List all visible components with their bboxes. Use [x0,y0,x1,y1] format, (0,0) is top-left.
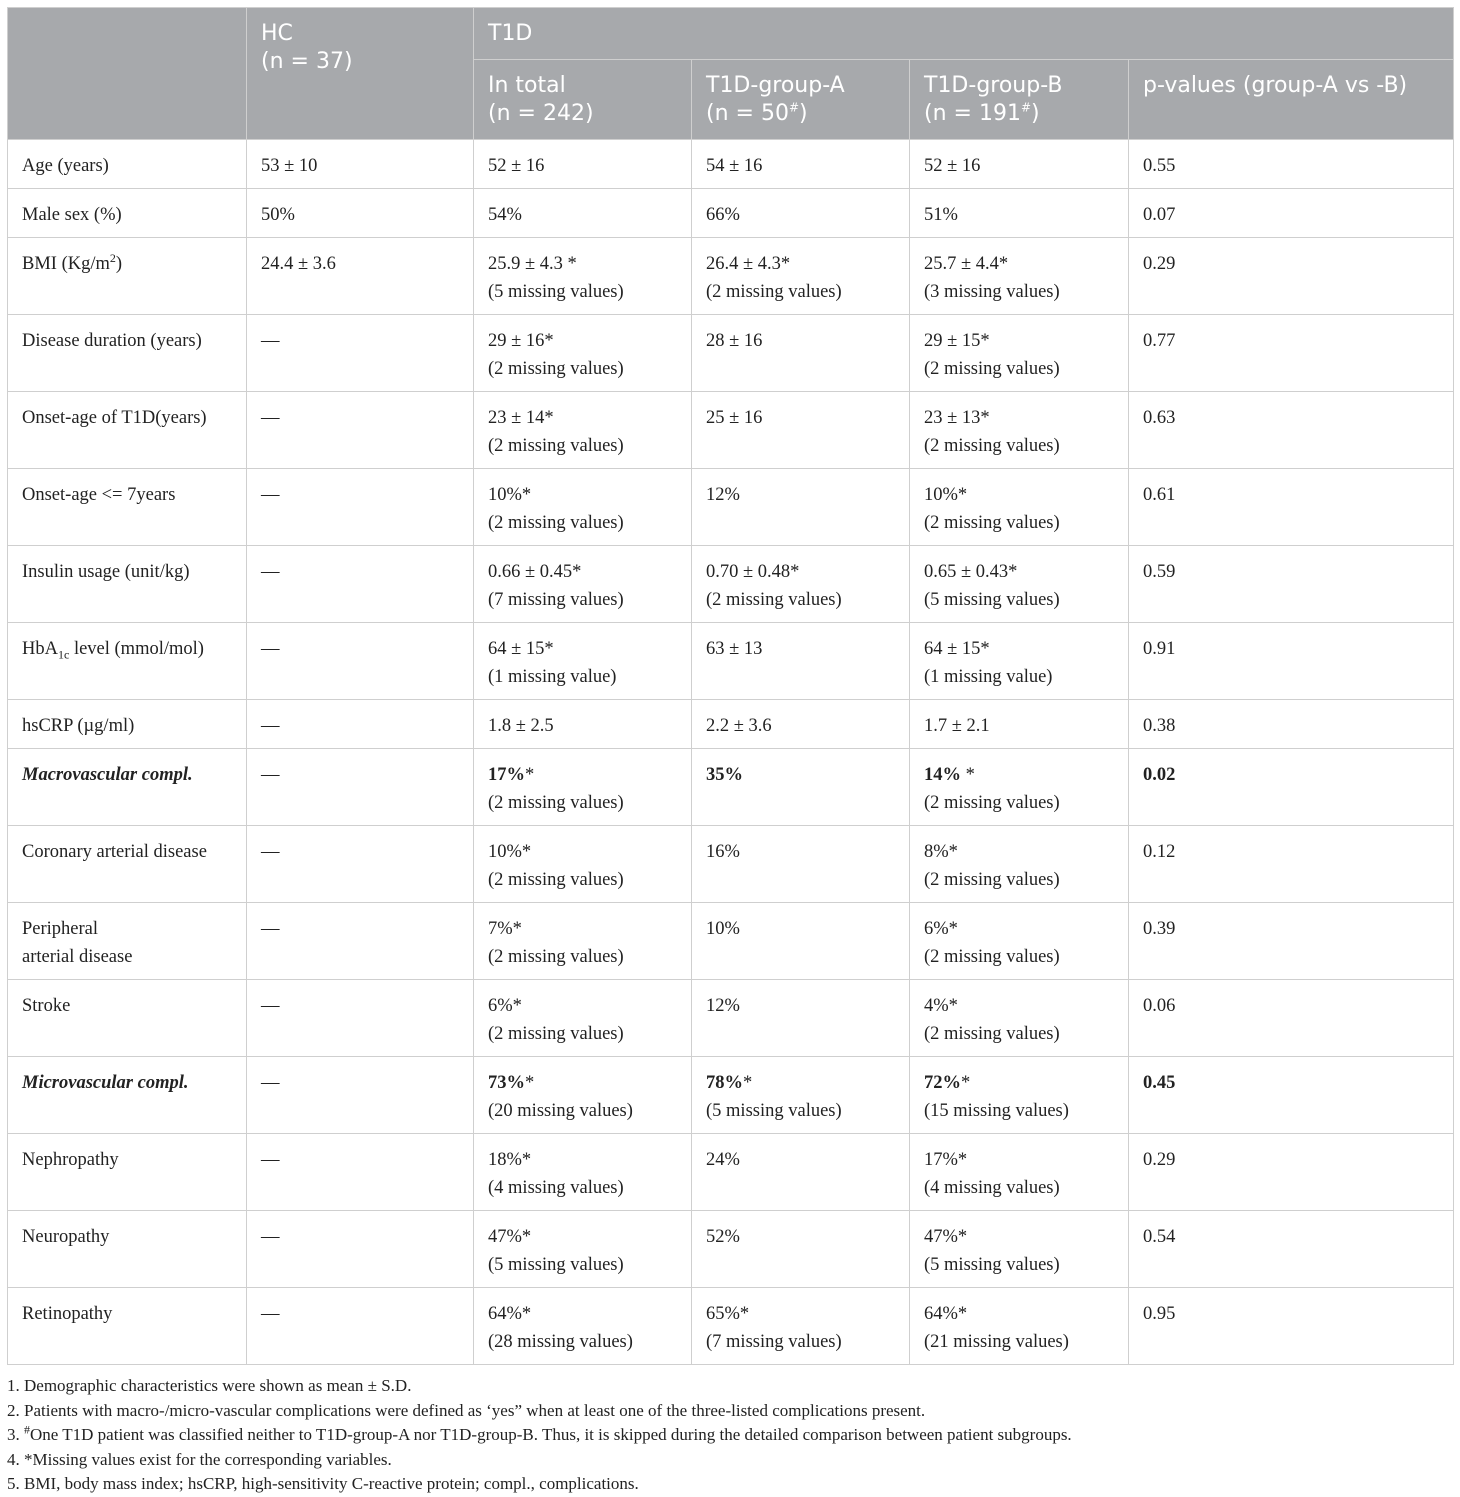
cell-hc: — [247,469,474,546]
cell-group-a: 28 ± 16 [692,315,910,392]
cell-total: 6%* (2 missing values) [474,980,692,1057]
header-col-label: p-values (group-A vs -B) [1143,73,1408,98]
row-label: Nephropathy [8,1134,247,1211]
row-label: Onset-age <= 7years [8,469,247,546]
cell-p: 0.07 [1129,189,1454,238]
cell-group-b: 25.7 ± 4.4* (3 missing values) [910,238,1129,315]
cell-p: 0.06 [1129,980,1454,1057]
table-row-male-sex [8,189,1454,238]
header-col-label: T1D-group-A [706,73,845,98]
table-header [8,8,1454,140]
cell-hc: — [247,826,474,903]
cell-p: 0.61 [1129,469,1454,546]
cell-group-b: 14% * (2 missing values) [910,749,1129,826]
cell-total: 54% [474,189,692,238]
table-row-peripheral [8,903,1454,980]
header-hc-n: (n = 37) [261,49,353,74]
cell-group-b: 8%* (2 missing values) [910,826,1129,903]
cell-hc: 50% [247,189,474,238]
cell-group-b: 23 ± 13* (2 missing values) [910,392,1129,469]
header-col-group-b [910,60,1129,140]
cell-p: 0.95 [1129,1288,1454,1365]
cell-group-b: 10%* (2 missing values) [910,469,1129,546]
header-col-n: (n = 50#) [706,100,808,126]
characteristics-table [7,7,1454,1365]
cell-total: 52 ± 16 [474,140,692,189]
cell-p: 0.54 [1129,1211,1454,1288]
table-row-retinopathy [8,1288,1454,1365]
cell-p: 0.38 [1129,700,1454,749]
row-label: Coronary arterial disease [8,826,247,903]
header-t1d: T1D [474,8,1454,60]
cell-group-a: 52% [692,1211,910,1288]
cell-group-a: 2.2 ± 3.6 [692,700,910,749]
row-label: Neuropathy [8,1211,247,1288]
cell-group-a: 12% [692,469,910,546]
cell-p: 0.12 [1129,826,1454,903]
header-col-n: (n = 191#) [924,100,1040,126]
header-blank-cell [8,8,247,140]
cell-total: 73%* (20 missing values) [474,1057,692,1134]
cell-group-a: 66% [692,189,910,238]
table-container [7,7,1453,1497]
cell-p: 0.39 [1129,903,1454,980]
cell-total: 25.9 ± 4.3 * (5 missing values) [474,238,692,315]
cell-p: 0.59 [1129,546,1454,623]
row-label: Disease duration (years) [8,315,247,392]
cell-group-a: 35% [692,749,910,826]
cell-group-a: 10% [692,903,910,980]
cell-hc: 53 ± 10 [247,140,474,189]
table-row-bmi [8,238,1454,315]
cell-total: 23 ± 14* (2 missing values) [474,392,692,469]
row-label: HbA$_{1c}$ level (mmol/mol) [8,623,247,700]
cell-group-b: 1.7 ± 2.1 [910,700,1129,749]
cell-hc: — [247,546,474,623]
cell-group-a: 54 ± 16 [692,140,910,189]
cell-total: 64 ± 15* (1 missing value) [474,623,692,700]
cell-hc: — [247,1288,474,1365]
table-row-insulin [8,546,1454,623]
cell-hc: — [247,315,474,392]
cell-hc: — [247,700,474,749]
row-label: BMI $(Kg/m^2)$ [8,238,247,315]
row-label: Onset-age of T1D(years) [8,392,247,469]
cell-total: 7%* (2 missing values) [474,903,692,980]
row-label: hsCRP (µg/ml) [8,700,247,749]
cell-total: 10%* (2 missing values) [474,469,692,546]
row-label: Peripheral arterial disease [8,903,247,980]
cell-group-a: 24% [692,1134,910,1211]
header-col-label: T1D-group-B [924,73,1063,98]
cell-group-b: 29 ± 15* (2 missing values) [910,315,1129,392]
cell-group-a: 12% [692,980,910,1057]
cell-group-a: 25 ± 16 [692,392,910,469]
cell-total: 0.66 ± 0.45* (7 missing values) [474,546,692,623]
cell-group-a: 65%* (7 missing values) [692,1288,910,1365]
header-col-total [474,60,692,140]
table-row-hba1c [8,623,1454,700]
table-row-age [8,140,1454,189]
table-row-stroke [8,980,1454,1057]
cell-group-b: 64%* (21 missing values) [910,1288,1129,1365]
cell-group-b: 64 ± 15* (1 missing value) [910,623,1129,700]
footnote: 2. Patients with macro-/micro-vascular complications were defined as ‘yes” when at least one of the three-listed complications present. [7,1400,926,1420]
cell-total: 17%* (2 missing values) [474,749,692,826]
cell-p: 0.29 [1129,1134,1454,1211]
cell-group-b: 0.65 ± 0.43* (5 missing values) [910,546,1129,623]
cell-group-a: 0.70 ± 0.48* (2 missing values) [692,546,910,623]
table-row-onset-age-7 [8,469,1454,546]
cell-p: 0.91 [1129,623,1454,700]
cell-p: 0.55 [1129,140,1454,189]
header-hc-label: HC [261,21,293,46]
footnote: 5. BMI, body mass index; hsCRP, high-sensitivity C-reactive protein; compl., complications. [7,1474,639,1494]
table-body [8,140,1454,1365]
cell-p: 0.02 [1129,749,1454,826]
table-row-macrovascular [8,749,1454,826]
cell-group-a: 16% [692,826,910,903]
cell-group-b: 4%* (2 missing values) [910,980,1129,1057]
cell-group-b: 47%* (5 missing values) [910,1211,1129,1288]
cell-p: 0.45 [1129,1057,1454,1134]
cell-group-b: 51% [910,189,1129,238]
cell-group-a: 26.4 ± 4.3* (2 missing values) [692,238,910,315]
cell-group-b: 72%* (15 missing values) [910,1057,1129,1134]
cell-hc: — [247,623,474,700]
cell-group-a: 78%* (5 missing values) [692,1057,910,1134]
footnote: 3. #One T1D patient was classified neither to T1D-group-A nor T1D-group-B. Thus, it is skipped during the detailed comparison between patient subgroups. [7,1422,1072,1445]
row-label: Macrovascular compl. [8,749,247,826]
cell-total: 18%* (4 missing values) [474,1134,692,1211]
cell-total: 47%* (5 missing values) [474,1211,692,1288]
table-row-nephropathy [8,1134,1454,1211]
row-label: Insulin usage (unit/kg) [8,546,247,623]
cell-total: 64%* (28 missing values) [474,1288,692,1365]
cell-total: 1.8 ± 2.5 [474,700,692,749]
cell-hc: — [247,1211,474,1288]
table-row-onset-age [8,392,1454,469]
cell-hc: — [247,749,474,826]
cell-hc: — [247,1057,474,1134]
header-hc [247,8,474,140]
cell-group-b: 6%* (2 missing values) [910,903,1129,980]
table-row-microvascular [8,1057,1454,1134]
cell-hc: — [247,980,474,1057]
cell-hc: 24.4 ± 3.6 [247,238,474,315]
footnote: 1. Demographic characteristics were shown as mean ± S.D. [7,1376,412,1395]
footnotes [7,1374,1453,1497]
row-label: Retinopathy [8,1288,247,1365]
row-label: Age (years) [8,140,247,189]
cell-hc: — [247,392,474,469]
table-row-hscrp [8,700,1454,749]
table-row-coronary [8,826,1454,903]
row-label: Stroke [8,980,247,1057]
cell-group-b: 52 ± 16 [910,140,1129,189]
cell-p: 0.77 [1129,315,1454,392]
header-col-group-a [692,60,910,140]
header-col-label: In total [488,73,566,98]
cell-group-a: 63 ± 13 [692,623,910,700]
footnote: 4. *Missing values exist for the corresponding variables. [7,1449,392,1469]
header-col-n: (n = 242) [488,101,594,126]
cell-group-b: 17%* (4 missing values) [910,1134,1129,1211]
cell-hc: — [247,1134,474,1211]
table-row-neuropathy [8,1211,1454,1288]
row-label: Male sex (%) [8,189,247,238]
row-label: Microvascular compl. [8,1057,247,1134]
cell-p: 0.63 [1129,392,1454,469]
cell-total: 29 ± 16* (2 missing values) [474,315,692,392]
header-col-p-values [1129,60,1454,140]
cell-p: 0.29 [1129,238,1454,315]
table-row-disease-duration [8,315,1454,392]
cell-hc: — [247,903,474,980]
cell-total: 10%* (2 missing values) [474,826,692,903]
